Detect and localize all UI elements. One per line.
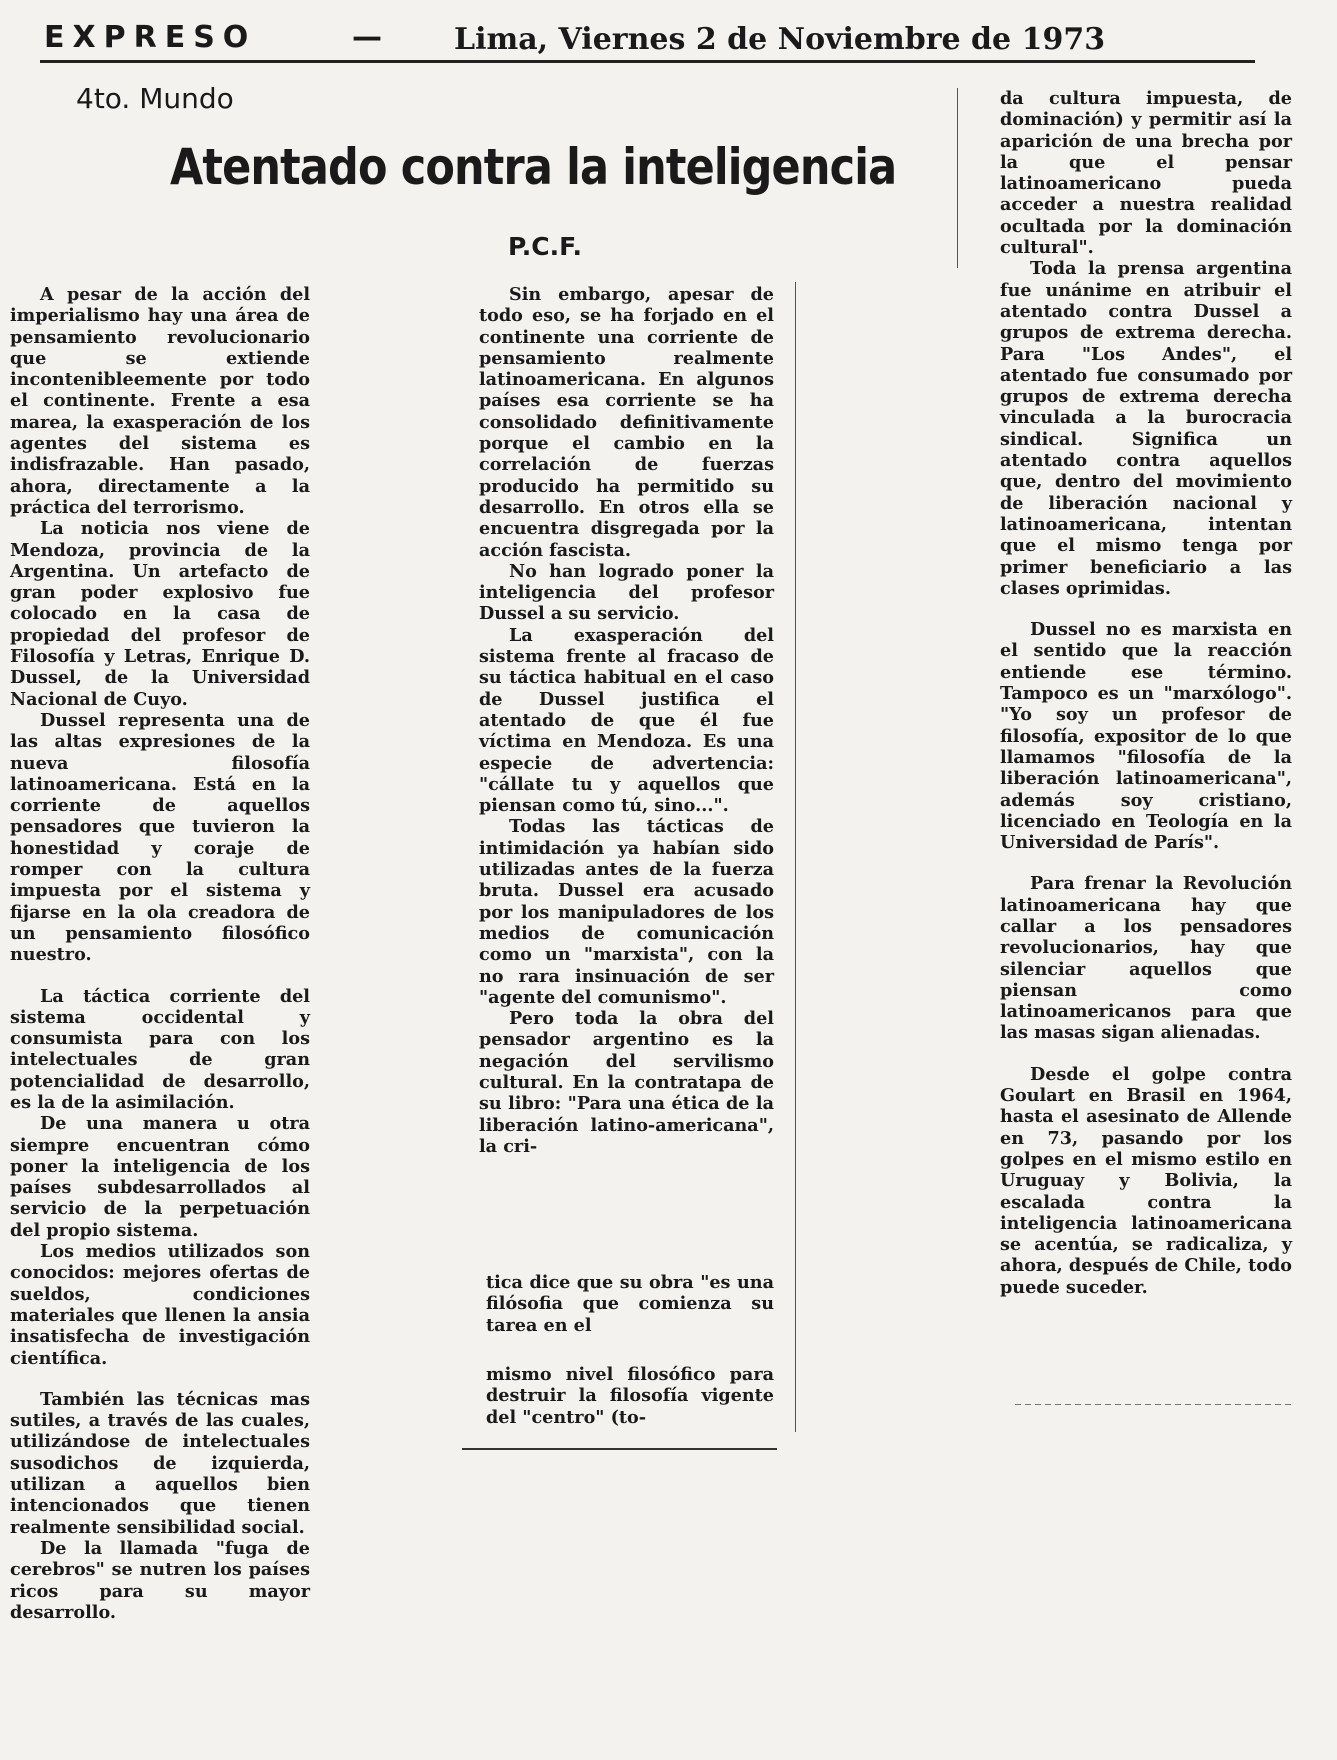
column-end-rule <box>462 1448 777 1450</box>
paragraph: Los medios utilizados son conocidos: mejores ofertas de sueldos, condiciones materiales que llenen la ansia insatisfecha de investigación científica. <box>10 1241 310 1369</box>
paragraph: De la llamada "fuga de cerebros" se nutren los países ricos para su mayor desarrollo. <box>10 1537 310 1623</box>
column-rule <box>795 282 796 1432</box>
article-column-2-fragment <box>486 1364 774 1428</box>
paragraph: mismo nivel filosófico para destruir la filosofía vigente del "centro" (to- <box>486 1364 774 1428</box>
column-rule <box>957 88 958 268</box>
paragraph: tica dice que su obra "es una filósofia que comienza su tarea en el <box>486 1272 774 1336</box>
masthead-rule <box>40 60 1255 63</box>
paragraph: Pero toda la obra del pensador argentino es la negación del servilismo cultural. En la contratapa de su libro: "Para una ética de la liberación latino-americana", la cri- <box>479 1008 774 1157</box>
headline: Atentado contra la inteligencia <box>170 138 897 196</box>
paragraph: Dussel no es marxista en el sentido que la reacción entiende ese término. Tampoco es un "marxólogo". "Yo soy un profesor de filosofía, expositor de lo que llamamos "filosofía de la liberación latinoamericana", además soy cristiano, licenciado en Teología en la Universidad de París". <box>1000 619 1292 854</box>
paragraph: No han logrado poner la inteligencia del profesor Dussel a su servicio. <box>479 560 774 625</box>
paragraph: La táctica corriente del sistema occidental y consumista para con los intelectuales de gran potencialidad de desarrollo, es la de la asimilación. <box>10 985 310 1113</box>
paragraph: Para frenar la Revolución latinoamericana hay que callar a los pensadores revolucionarios, hay que silenciar aquellos que piensan como latinoamericanos para que las masas sigan alienadas. <box>1000 873 1292 1044</box>
paragraph: Dussel representa una de las altas expresiones de la nueva filosofía latinoamericana. Está en la corriente de aquellos pensadores que tuvieron la honestidad y coraje de romper con la cultura impuesta por el sistema y fijarse en la ola creadora de un pensamiento filosófico nuestro. <box>10 709 310 966</box>
paragraph: Todas las tácticas de intimidación ya habían sido utilizadas antes de la fuerza bruta. Dussel era acusado por los manipuladores de los medios de comunicación como un "marxista", con la no rara insinuación de ser "agente del comunismo". <box>479 816 774 1008</box>
paragraph: Sin embargo, apesar de todo eso, se ha forjado en el continente una corriente de pensamiento realmente latinoamericana. En algunos países esa corriente se ha consolidado definitivamente porque el cambio en la correlación de fuerzas producido ha permitido su desarrollo. En otros ella se encuentra disgregada por la acción fascista. <box>479 284 774 561</box>
masthead-dash: — <box>352 20 382 55</box>
article-column-2-fragment <box>486 1272 774 1336</box>
section-label: 4to. Mundo <box>76 82 234 115</box>
paragraph: De una manera u otra siempre encuentran cómo poner la inteligencia de los países subdesarrollados al servicio de la perpetuación del propio sistema. <box>10 1113 310 1241</box>
article-column-3 <box>1000 88 1292 1298</box>
article-column-2 <box>479 284 774 1157</box>
paragraph: La exasperación del sistema frente al fracaso de su táctica habitual en el caso de Dussel justifica el atentado de que él fue víctima en Mendoza. Es una especie de advertencia: "cállate tu y aquellos que piensan como tú, sino...". <box>479 624 774 817</box>
column-end-rule <box>1015 1404 1295 1405</box>
paragraph: Desde el golpe contra Goulart en Brasil en 1964, hasta el asesinato de Allende en 73, pasando por los golpes en el mismo estilo en Uruguay y Bolivia, la escalada contra la inteligencia latinoamericana se acentúa, se radicaliza, y ahora, después de Chile, todo puede suceder. <box>1000 1063 1292 1298</box>
masthead-date: Lima, Viernes 2 de Noviembre de 1973 <box>454 22 1106 57</box>
paragraph: La noticia nos viene de Mendoza, provincia de la Argentina. Un artefacto de gran poder explosivo fue colocado en la casa de propiedad del profesor de Filosofía y Letras, Enrique D. Dussel, de la Universidad Nacional de Cuyo. <box>10 518 310 710</box>
paragraph: A pesar de la acción del imperialismo hay una área de pensamiento revolucionario que se extiende incontenibleemente por todo el continente. Frente a esa marea, la exasperación de los agentes del sistema es indisfrazable. Han pasado, ahora, directamente a la práctica del terrorismo. <box>10 284 310 518</box>
paragraph: Toda la prensa argentina fue unánime en atribuir el atentado contra Dussel a grupos de extrema derecha. Para "Los Andes", el atentado fue consumado por grupos de extrema derecha vinculada a la burocracia sindical. Significa un atentado contra aquellos que, dentro del movimiento de liberación nacional y latinoamericana, intentan que el mismo tenga por primer beneficiario a las clases oprimidas. <box>1000 258 1292 599</box>
newspaper-name: EXPRESO <box>44 20 257 55</box>
paragraph: da cultura impuesta, de dominación) y permitir así la aparición de una brecha por la que el pensar latinoamericano pueda acceder a nuestra realidad ocultada por la dominación cultural". <box>1000 88 1292 259</box>
article-column-1 <box>10 284 310 1623</box>
paragraph: También las técnicas mas sutiles, a través de las cuales, utilizándose de intelectuales susodichos de izquierda, utilizan a aquellos bien intencionados que tienen realmente sensibilidad social. <box>10 1388 310 1538</box>
byline: P.C.F. <box>508 232 582 261</box>
masthead <box>44 16 1244 62</box>
